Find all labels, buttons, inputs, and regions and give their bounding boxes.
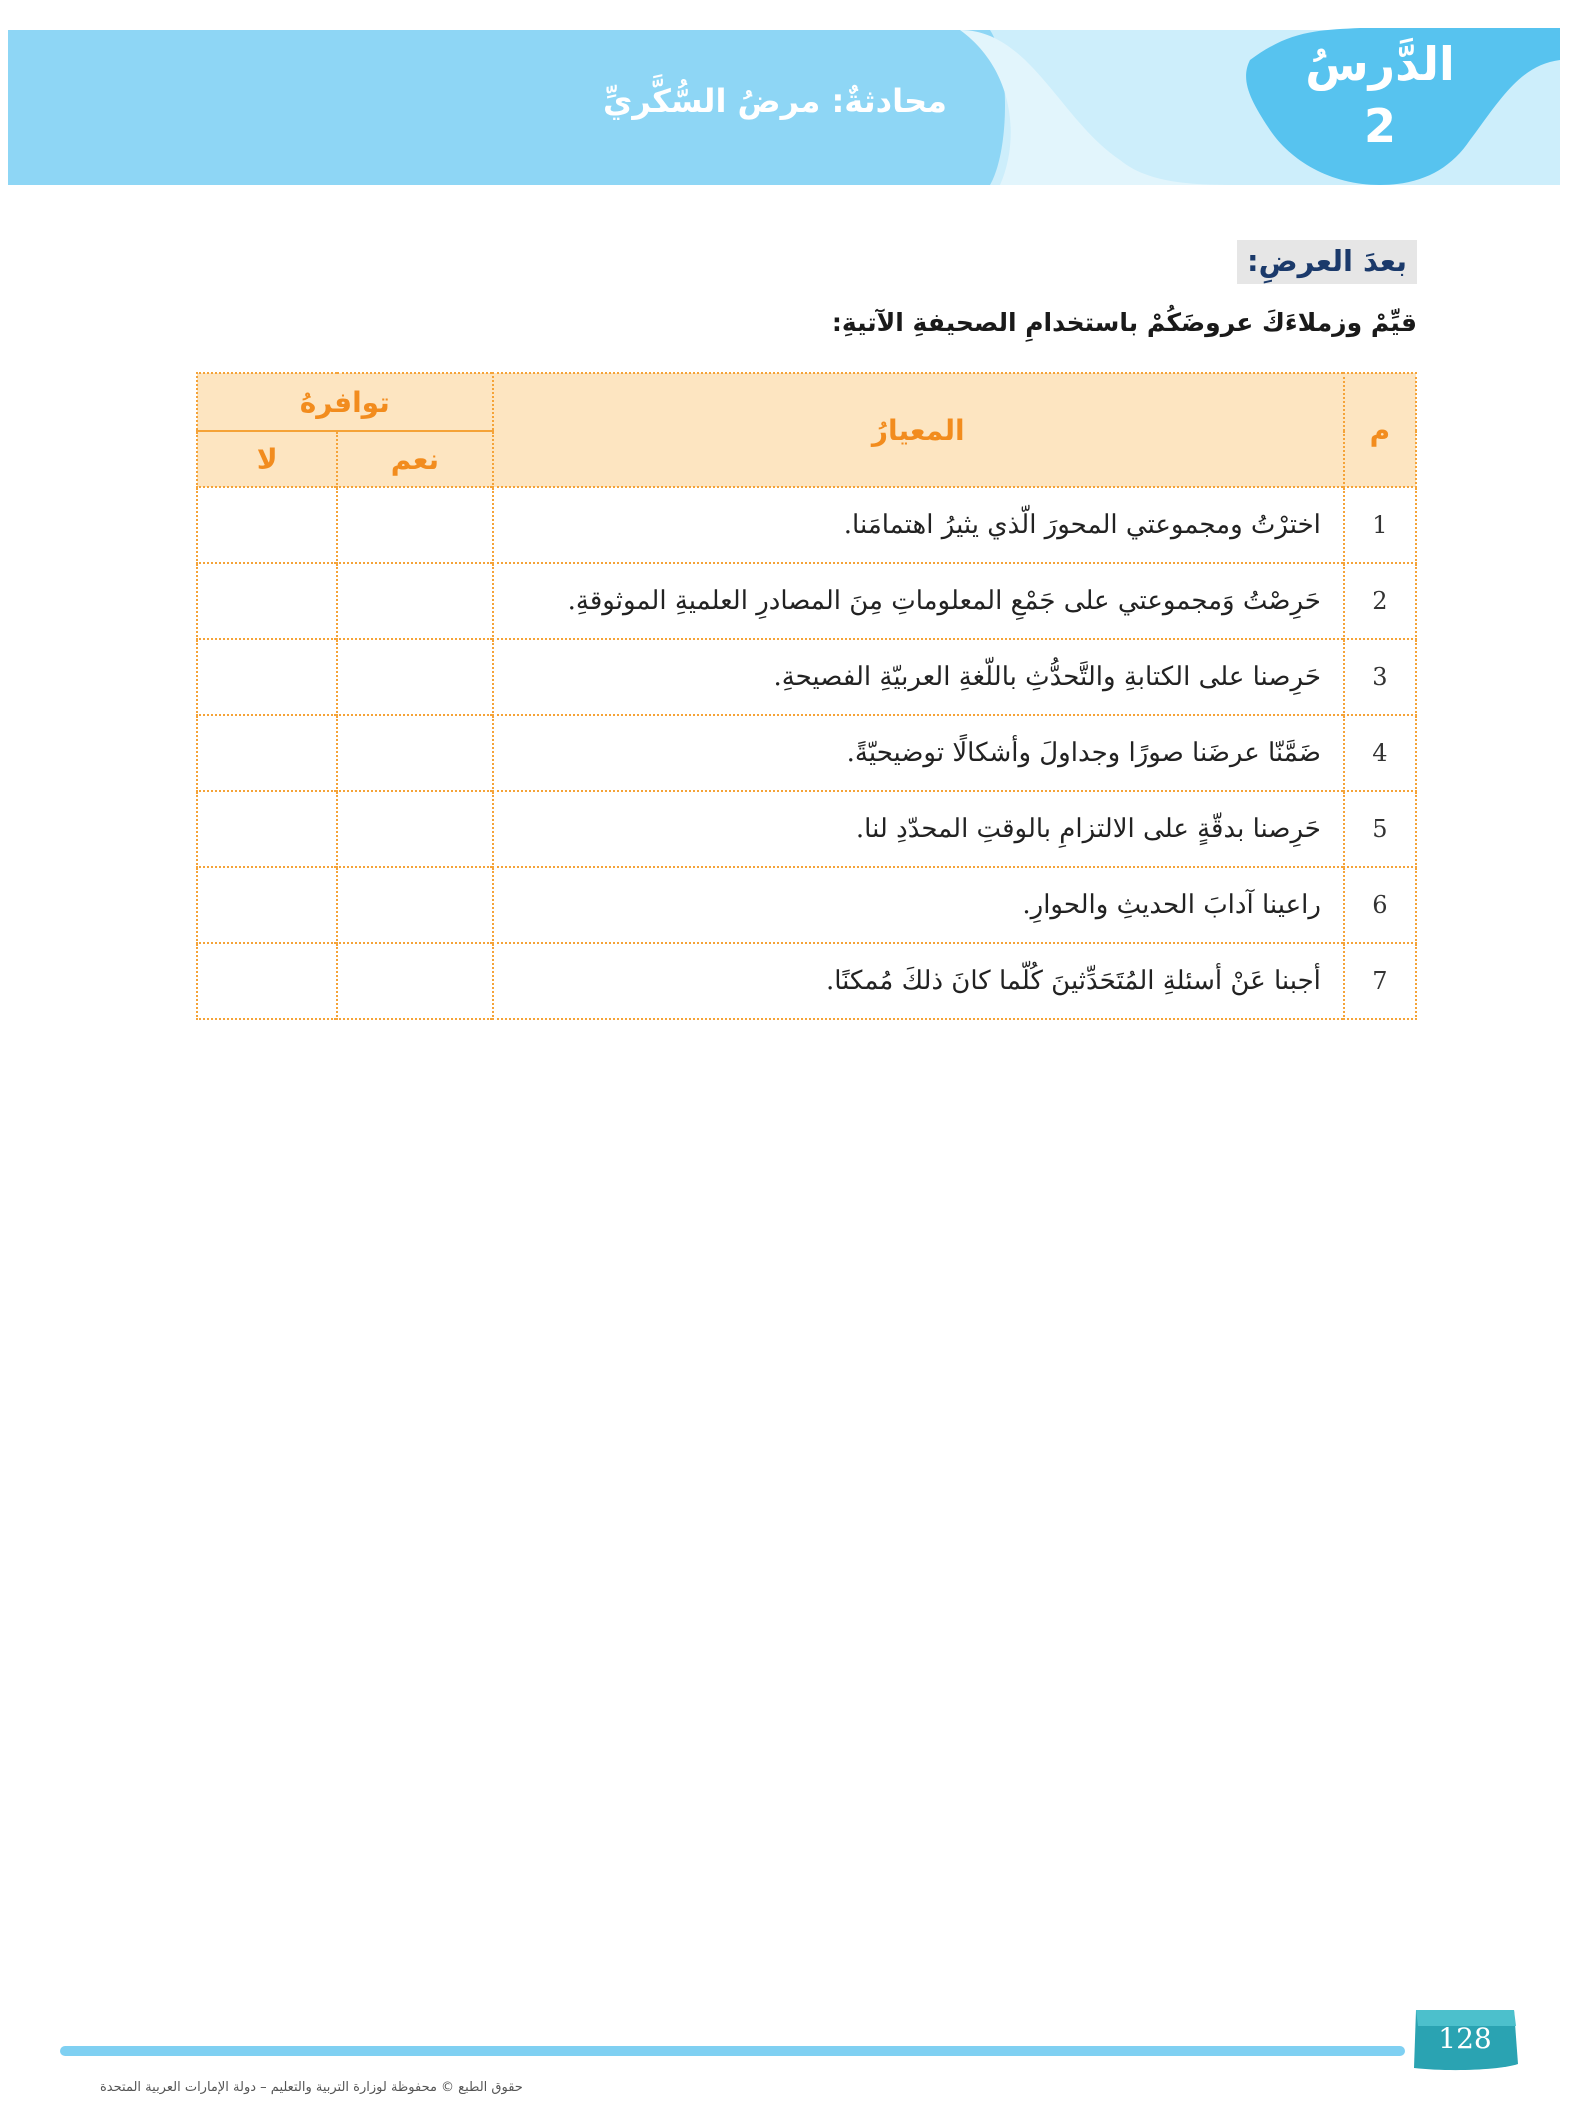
row-criterion: اخترْتُ ومجموعتي المحورَ الّذي يثيرُ اهتمامَنا.	[493, 487, 1344, 563]
no-checkbox-cell[interactable]	[197, 715, 337, 791]
row-number: 5	[1344, 791, 1416, 867]
footer-bar	[60, 2046, 1405, 2056]
evaluation-table	[196, 372, 1417, 1020]
lesson-word: الدَّرسُ	[1305, 37, 1455, 91]
yes-checkbox-cell[interactable]	[337, 487, 492, 563]
lesson-number: 2	[1363, 99, 1396, 153]
row-criterion: حَرِصْتُ وَمجموعتي على جَمْعِ المعلوماتِ مِنَ المصادرِ العلميةِ الموثوقةِ.	[493, 563, 1344, 639]
row-criterion: أجبنا عَنْ أسئلةِ المُتَحَدِّثينَ كُلّما كانَ ذلكَ مُمكنًا.	[493, 943, 1344, 1019]
row-number: 4	[1344, 715, 1416, 791]
yes-checkbox-cell[interactable]	[337, 943, 492, 1019]
yes-checkbox-cell[interactable]	[337, 715, 492, 791]
row-number: 1	[1344, 487, 1416, 563]
header-criterion: المعيارُ	[493, 373, 1344, 487]
table-row	[197, 715, 1416, 791]
yes-checkbox-cell[interactable]	[337, 563, 492, 639]
row-criterion: حَرِصنا على الكتابةِ والتَّحدُّثِ باللّغةِ العربيّةِ الفصيحةِ.	[493, 639, 1344, 715]
no-checkbox-cell[interactable]	[197, 791, 337, 867]
header-availability: توافرهُ	[197, 373, 493, 431]
no-checkbox-cell[interactable]	[197, 487, 337, 563]
yes-checkbox-cell[interactable]	[337, 867, 492, 943]
lesson-title: محادثةٌ: مرضُ السُّكَّريِّ	[603, 82, 947, 120]
page-number: 128	[1438, 2022, 1492, 2055]
section-heading: بعدَ العرضِ:	[1237, 240, 1417, 284]
row-criterion: ضَمَّنّا عرضَنا صورًا وجداولَ وأشكالًا توضيحيّةً.	[493, 715, 1344, 791]
yes-checkbox-cell[interactable]	[337, 791, 492, 867]
yes-checkbox-cell[interactable]	[337, 639, 492, 715]
header-yes: نعم	[337, 431, 492, 487]
instruction-text: قيِّمْ وزملاءَكَ عروضَكُمْ باستخدامِ الصحيفةِ الآتيةِ:	[831, 308, 1417, 337]
table-row	[197, 791, 1416, 867]
table-row	[197, 563, 1416, 639]
no-checkbox-cell[interactable]	[197, 867, 337, 943]
row-number: 3	[1344, 639, 1416, 715]
row-number: 2	[1344, 563, 1416, 639]
table-row	[197, 867, 1416, 943]
row-number: 6	[1344, 867, 1416, 943]
copyright-notice: حقوق الطبع © محفوظة لوزارة التربية والتعليم – دولة الإمارات العربية المتحدة	[100, 2080, 523, 2095]
row-criterion: راعينا آدابَ الحديثِ والحوارِ.	[493, 867, 1344, 943]
lesson-banner	[0, 0, 1572, 200]
no-checkbox-cell[interactable]	[197, 563, 337, 639]
header-no: لا	[197, 431, 337, 487]
header-number: م	[1344, 373, 1416, 487]
row-number: 7	[1344, 943, 1416, 1019]
no-checkbox-cell[interactable]	[197, 639, 337, 715]
row-criterion: حَرِصنا بدقّةٍ على الالتزامِ بالوقتِ المحدّدِ لنا.	[493, 791, 1344, 867]
table-row	[197, 943, 1416, 1019]
no-checkbox-cell[interactable]	[197, 943, 337, 1019]
table-row	[197, 639, 1416, 715]
table-row	[197, 487, 1416, 563]
